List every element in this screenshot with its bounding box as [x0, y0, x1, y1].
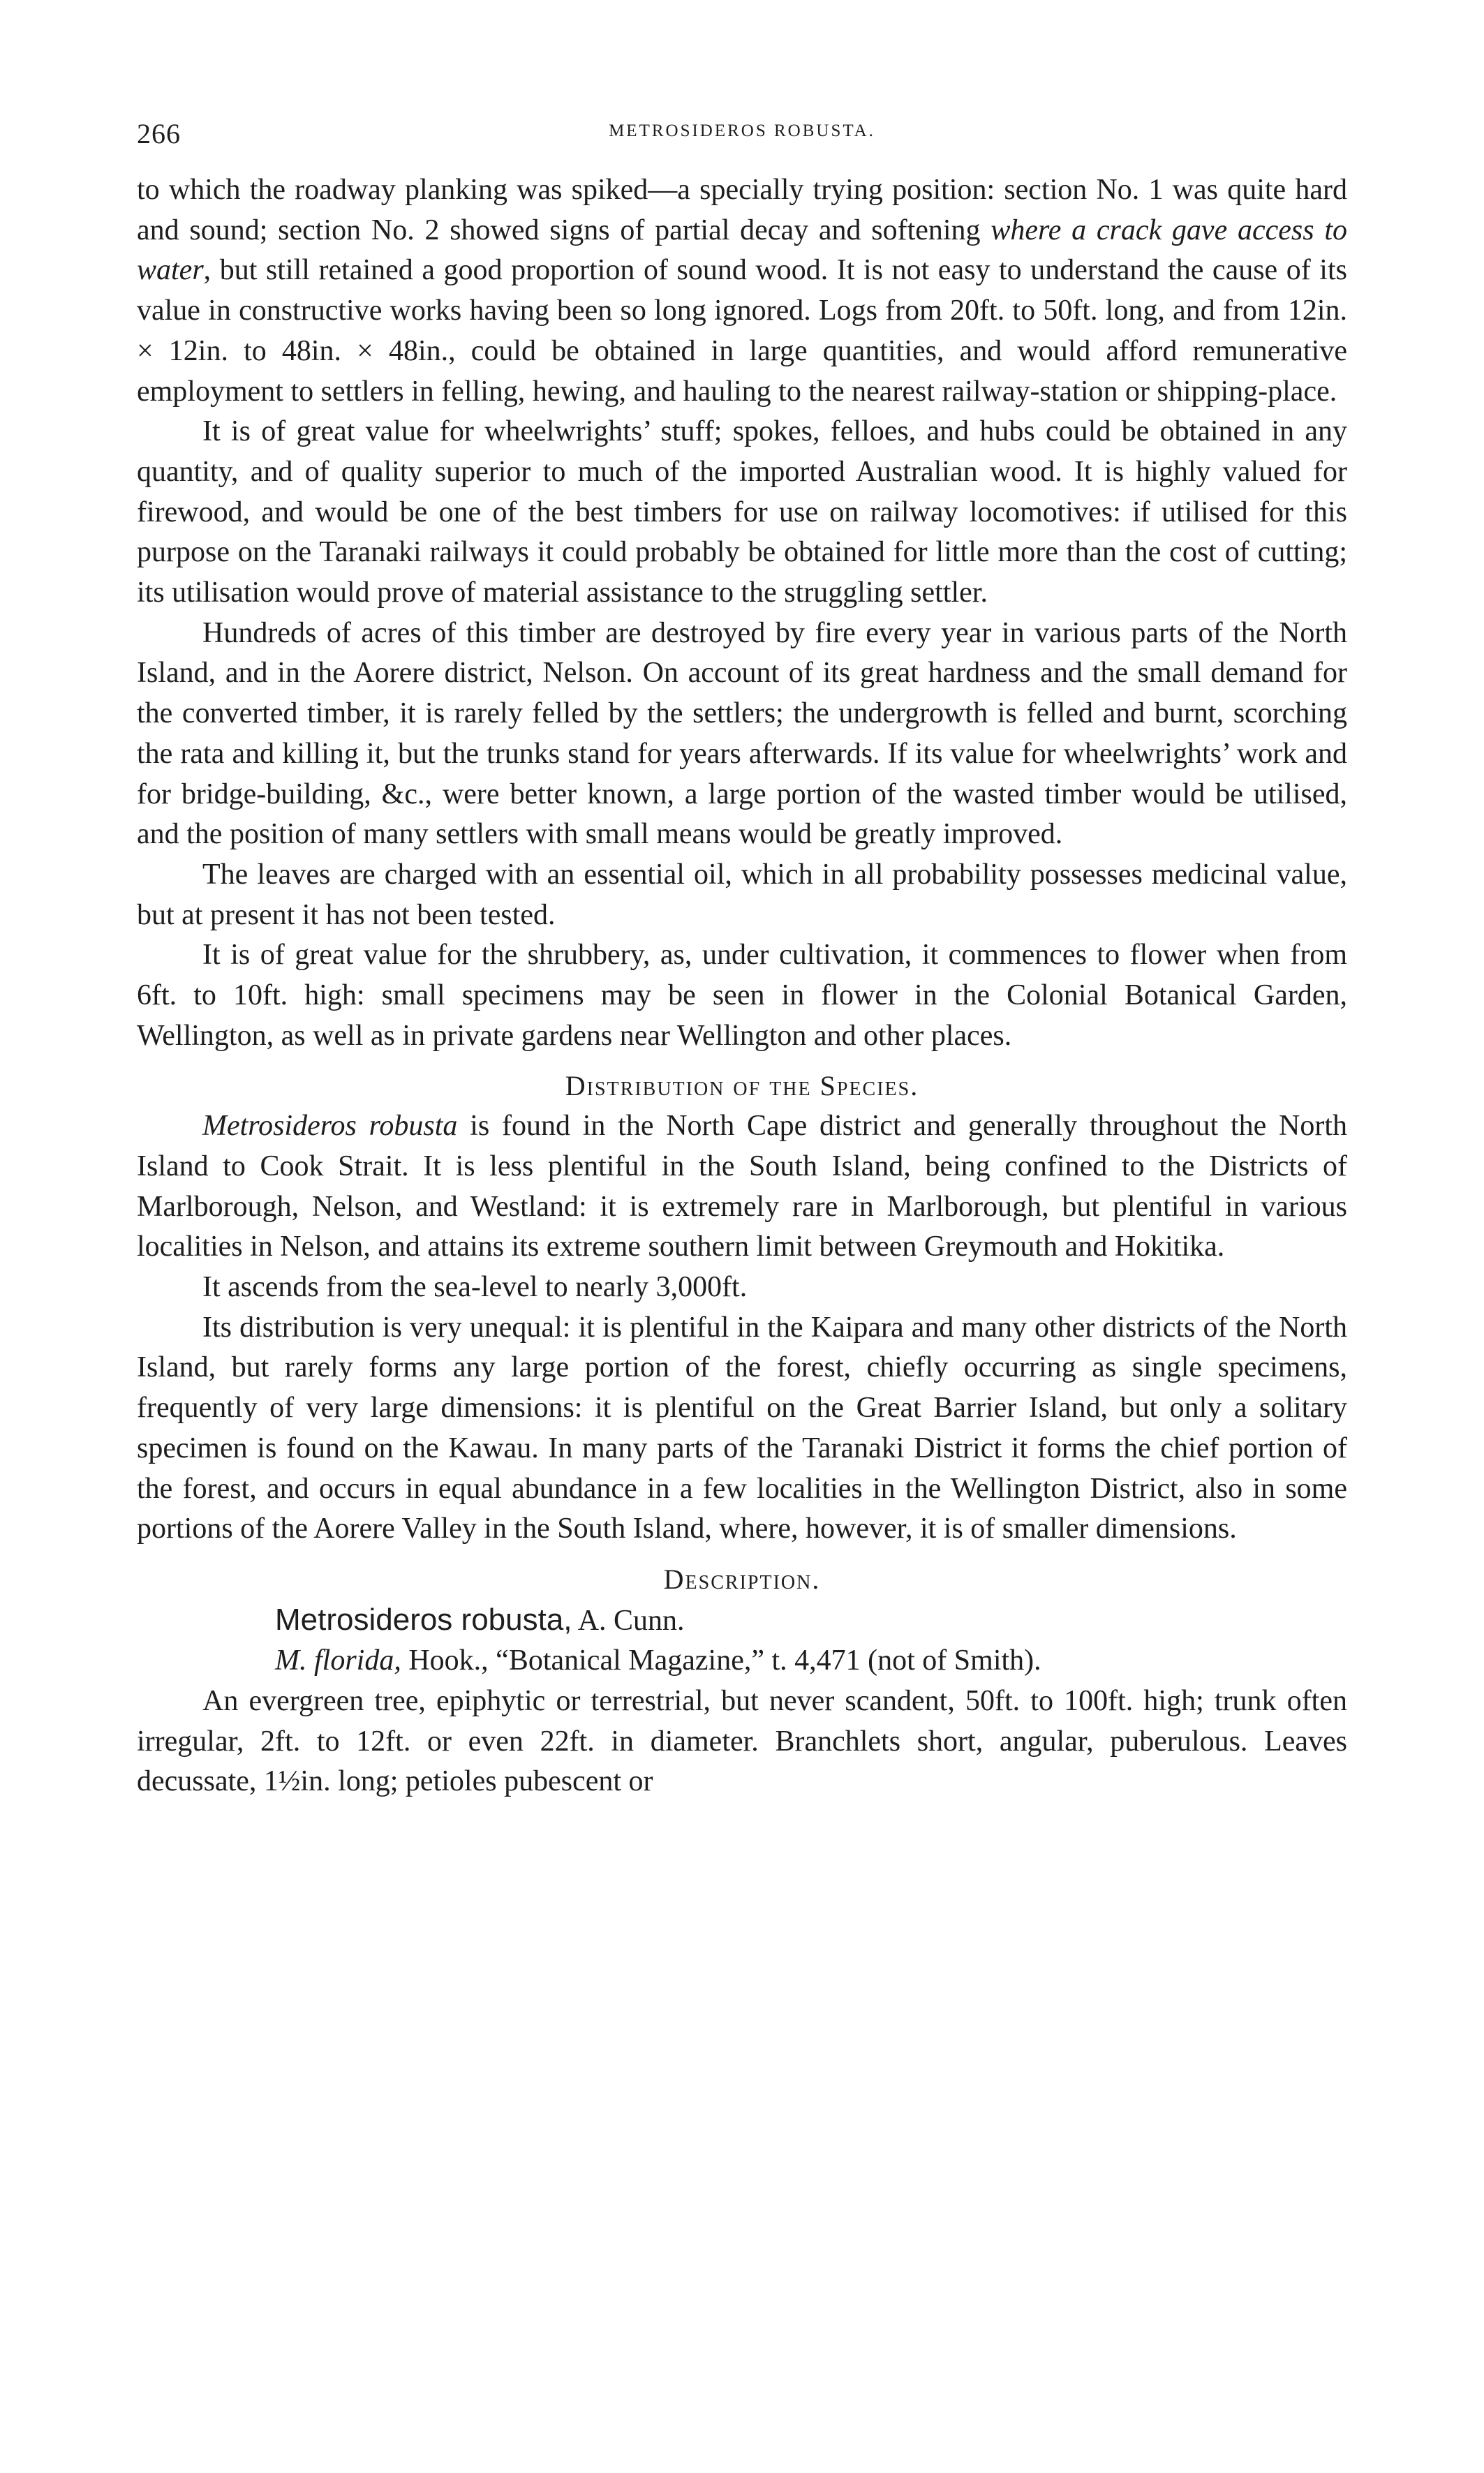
- paragraph-text: , but still retained a good proportion of sound wood. It is not easy to understand the cause of its value in constructive works having been so long ignored. Logs from 20ft. to 50ft. long, and from 12in. × 12in. to 48in. × 48in., could be obtained in large quantities, and would afford remunerative employment to settlers in felling, hewing, and hauling to the nearest railway-station or shipping-place.: [137, 254, 1347, 408]
- synonym-italic: M. florida,: [275, 1644, 401, 1677]
- italic-phrase: where a crack gave access to water: [137, 214, 1347, 287]
- paragraph-essential-oil: The leaves are charged with an essential oil, which in all probability possesses medicinal value, but at present it has not been tested.: [137, 858, 1347, 931]
- species-name: Metrosideros robusta,: [275, 1602, 572, 1637]
- page-number: 266: [137, 118, 181, 149]
- paragraph-wheelwrights: It is of great value for wheelwrights’ stuff; spokes, felloes, and hubs could be obtained in any quantity, and of quality superior to much of the imported Australian wood. It is highly valued for firewood, and would be one of the best timbers for use on railway locomotives: if utilised for this purpose on the Taranaki railways it could probably be obtained for little more than the cost of cutting; its utilisation would prove of material assistance to the struggling settler.: [137, 415, 1347, 609]
- synonym-text: Hook., “Botanical Magazine,” t. 4,471 (not of Smith).: [401, 1644, 1041, 1677]
- paragraph-description: An evergreen tree, epiphytic or terrestrial, but never scandent, 50ft. to 100ft. high; trunk often irregular, 2ft. to 12ft. or even 22ft. in diameter. Branchlets short, angular, puberulous. Leaves decussate, 1½in. long; petioles pubescent or: [137, 1685, 1347, 1798]
- page-header: [137, 117, 1347, 156]
- paragraph-continued: [137, 170, 1347, 412]
- paragraph-fire-destruction: Hundreds of acres of this timber are destroyed by fire every year in various parts of the North Island, and in the Aorere district, Nelson. On account of its great hardness and the small demand for the converted timber, it is rarely felled by the settlers; the undergrowth is felled and burnt, scorching the rata and killing it, but the trunks stand for years afterwards. If its value for wheelwrights’ work and for bridge-building, &c., were better known, a large portion of the wasted timber would be utilised, and the position of many settlers with small means would be greatly improved.: [137, 616, 1347, 851]
- species-title: [137, 1600, 1347, 1642]
- section-heading-distribution: Distribution of the Species.: [565, 1070, 919, 1102]
- species-authority: A. Cunn.: [572, 1604, 685, 1637]
- paragraph-shrubbery: It is of great value for the shrubbery, as, under cultivation, it commences to flower when from 6ft. to 10ft. high: small specimens may be seen in flower in the Colonial Botanical Garden, Wellington, as well as in private gardens near Wellington and other places.: [137, 939, 1347, 1052]
- species-italic: Metrosideros robusta: [202, 1110, 458, 1143]
- section-heading-description: Description.: [663, 1563, 821, 1595]
- paragraph-distribution-range: [137, 1106, 1347, 1268]
- page-body: [137, 170, 1347, 1802]
- paragraph-altitude: It ascends from the sea-level to nearly 3,000ft.: [202, 1270, 748, 1303]
- running-head: METROSIDEROS ROBUSTA.: [609, 121, 875, 140]
- paragraph-text: is found in the North Cape district and generally throughout the North Island to Cook Strait. It is less plentiful in the South Island, being confined to the Districts of Marlborough, Nelson, and Westland: it is extremely rare in Marlborough, but plentiful in various localities in Nelson, and attains its extreme southern limit between Greymouth and Hokitika.: [137, 1110, 1347, 1263]
- paragraph-text: to which the roadway planking was spiked—a specially trying position: section No. 1 was quite hard and sound; section No. 2 showed signs of partial decay and softening: [137, 174, 1347, 246]
- paragraph-distribution-unequal: Its distribution is very unequal: it is plentiful in the Kaipara and many other districts of the North Island, but rarely forms any large portion of the forest, chiefly occurring as single specimens, frequently of very large dimensions: it is plentiful on the Great Barrier Island, but only a solitary specimen is found on the Kawau. In many parts of the Taranaki District it forms the chief portion of the forest, and occurs in equal abundance in a few localities in the Wellington District, also in some portions of the Aorere Valley in the South Island, where, however, it is of smaller dimensions.: [137, 1311, 1347, 1545]
- species-synonym: [137, 1641, 1347, 1681]
